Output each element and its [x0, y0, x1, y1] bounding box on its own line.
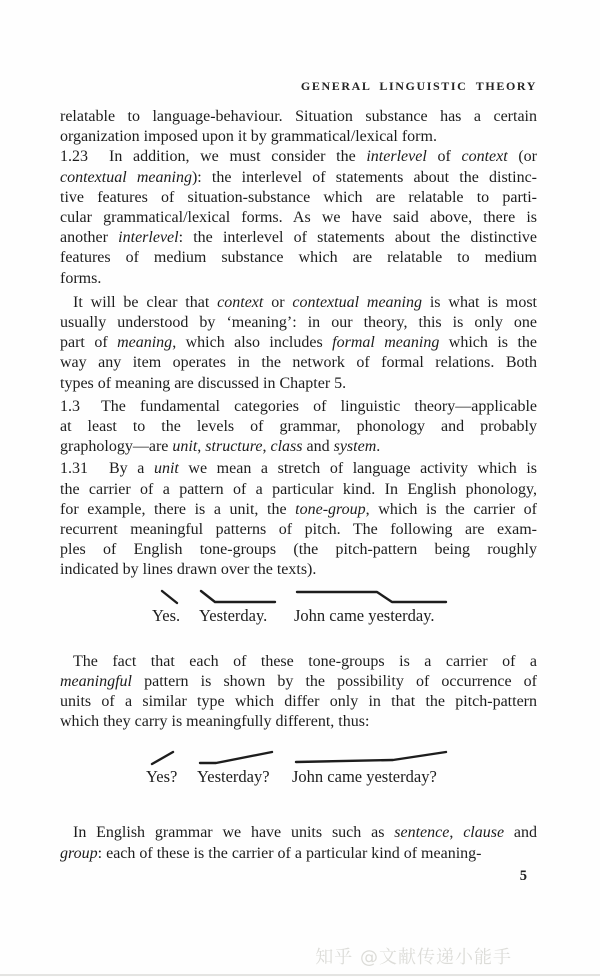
text-segment: for example, there is a unit, the [60, 500, 296, 518]
text-segment: types of meaning are discussed in Chapter 5. [60, 374, 347, 392]
para-1-23 [60, 147, 537, 288]
text-line [60, 540, 537, 560]
text-line [60, 652, 537, 672]
running-header: GENERAL LINGUISTIC THEORY [300, 79, 537, 93]
text-segment: ): the interlevel of statements about the distinc- [191, 168, 537, 186]
italic-term: interlevel [118, 229, 179, 247]
tone-group-item [294, 589, 449, 626]
text-segment: usually understood by ‘meaning’: in our theory, this is only one [60, 314, 537, 332]
text-segment: : the interlevel of statements about the distinctive [178, 229, 537, 247]
italic-term: context [217, 293, 264, 311]
text-segment: another [60, 229, 119, 247]
text-segment: indicated by lines drawn over the texts). [60, 561, 317, 579]
text-line [60, 520, 537, 540]
tone-group-item [292, 750, 449, 787]
italic-term: interlevel [366, 148, 427, 166]
italic-term: class [270, 438, 303, 456]
text-segment: recurrent meaningful patterns of pitch. The following are exam- [60, 521, 537, 539]
watermark: 知乎 @文献传递小能手 [315, 947, 512, 968]
pitch-contour-rise-icon [146, 750, 180, 766]
text-segment: , which is the carrier of [365, 500, 537, 518]
text-segment: (or [507, 148, 538, 166]
text-segment: graphology—are [60, 438, 173, 456]
para-meaningful [60, 652, 537, 733]
text-segment: In addition, we must consider the [109, 148, 367, 166]
text-line [60, 500, 537, 520]
text-segment: and [302, 438, 334, 456]
text-line [60, 333, 537, 353]
text-line [60, 313, 537, 333]
text-line [60, 248, 537, 268]
text-segment: relatable to language-behaviour. Situation substance has a certain [60, 108, 537, 125]
text-line [60, 147, 537, 167]
section-number: 1.23 [60, 148, 88, 166]
text-segment: . [376, 438, 381, 456]
italic-term: structure [205, 438, 263, 456]
text-segment: features of medium substance which are relatable to medium [60, 249, 537, 267]
text-line [60, 844, 537, 864]
text-segment: at least to the levels of grammar, phonology and probably [60, 418, 537, 436]
text-segment: , [449, 824, 464, 842]
page-number: 5 [519, 868, 527, 884]
text-segment: In English grammar we have units such as [73, 824, 395, 842]
text-line [60, 188, 537, 208]
text-line [60, 437, 537, 457]
italic-term: group [60, 844, 98, 862]
text-segment: , which also includes [172, 334, 333, 352]
para-context-meaning [60, 293, 537, 394]
italic-term: contextual meaning [60, 168, 192, 186]
text-segment: part of [60, 334, 118, 352]
tone-groups-statements [60, 589, 537, 626]
text-line [60, 692, 537, 712]
para-1-3 [60, 397, 537, 458]
text-segment: organization imposed upon it by grammatical/lexical form. [60, 128, 437, 146]
text-segment: the carrier of a pattern of a particular kind. In English phonology, [60, 480, 537, 498]
tone-group-text: John came yesterday? [292, 767, 437, 787]
text-segment: ples of English tone-groups (the pitch-pattern being roughly [60, 541, 537, 559]
italic-term: system [333, 438, 377, 456]
text-line [60, 374, 537, 394]
text-segment: or [263, 293, 293, 311]
text-line [60, 293, 537, 313]
text-segment: By a [109, 460, 154, 478]
text-segment: which they carry is meaningfully different, thus: [60, 713, 370, 731]
text-line [60, 353, 537, 373]
text-line [60, 459, 537, 479]
text-segment: The fundamental categories of linguistic theory—applicable [101, 397, 537, 415]
bottom-edge-line [0, 974, 600, 976]
text-line [60, 672, 537, 692]
tone-group-text: John came yesterday. [294, 605, 435, 625]
text-segment: : each of these is the carrier of a particular kind of meaning- [97, 844, 482, 862]
tone-group-text: Yesterday? [197, 767, 270, 787]
text-line [60, 107, 537, 127]
pitch-contour-level-rise-icon [197, 750, 275, 766]
italic-term: unit [153, 460, 179, 478]
text-segment: pattern is shown by the possibility of occurrence of [132, 672, 537, 690]
text-line [60, 712, 537, 732]
para-continued [60, 107, 537, 147]
text-line [60, 228, 537, 248]
text-segment: way any item operates in the network of formal relations. Both [60, 354, 537, 372]
text-segment: which is the [439, 334, 537, 352]
italic-term: formal meaning [332, 334, 440, 352]
text-line [60, 823, 537, 843]
tone-group-text: Yesterday. [199, 605, 268, 625]
italic-term: unit [172, 438, 198, 456]
italic-term: context [461, 148, 508, 166]
text-line [60, 560, 537, 580]
text-segment: cular grammatical/lexical forms. As we have said above, there is [60, 209, 537, 227]
section-number: 1.3 [60, 397, 80, 415]
pitch-contour-fall-level-icon [199, 589, 277, 605]
text-segment: , [197, 438, 206, 456]
text-segment: of [426, 148, 462, 166]
italic-term: meaning [117, 334, 173, 352]
text-segment: It will be clear that [73, 293, 218, 311]
tone-group-item [146, 750, 180, 787]
text-segment: and [504, 824, 537, 842]
text-segment: forms. [60, 269, 102, 287]
text-line [60, 397, 537, 417]
text-line [60, 269, 537, 289]
tone-group-text: Yes? [146, 767, 178, 787]
tone-group-item [152, 589, 182, 626]
text-line [60, 168, 537, 188]
text-segment: we mean a stretch of language activity which is [178, 460, 538, 478]
text-segment: , [262, 438, 271, 456]
text-line [60, 208, 537, 228]
para-1-31 [60, 459, 537, 580]
text-line [60, 127, 537, 147]
tone-group-text: Yes. [152, 605, 181, 625]
page-body [60, 107, 537, 864]
italic-term: meaningful [60, 672, 132, 690]
text-line [60, 417, 537, 437]
section-number: 1.31 [60, 460, 88, 478]
tone-group-item [199, 589, 277, 626]
italic-term: contextual meaning [292, 293, 422, 311]
italic-term: clause [463, 824, 505, 842]
text-segment: The fact that each of these tone-groups is a carrier of a [73, 652, 537, 670]
italic-term: tone-group [295, 500, 366, 518]
tone-group-item [197, 750, 275, 787]
text-line [60, 480, 537, 500]
tone-groups-questions [60, 750, 537, 787]
text-segment: tive features of situation-substance which are relatable to parti- [60, 188, 537, 206]
text-segment: is what is most [422, 293, 537, 311]
text-segment: units of a similar type which differ only in that the pitch-pattern [60, 693, 537, 711]
pitch-contour-level-rise-long-icon [292, 750, 449, 766]
pitch-contour-level-fall-level-icon [294, 589, 449, 605]
para-grammar-units [60, 823, 537, 863]
pitch-contour-fall-icon [152, 589, 182, 605]
italic-term: sentence [394, 824, 450, 842]
